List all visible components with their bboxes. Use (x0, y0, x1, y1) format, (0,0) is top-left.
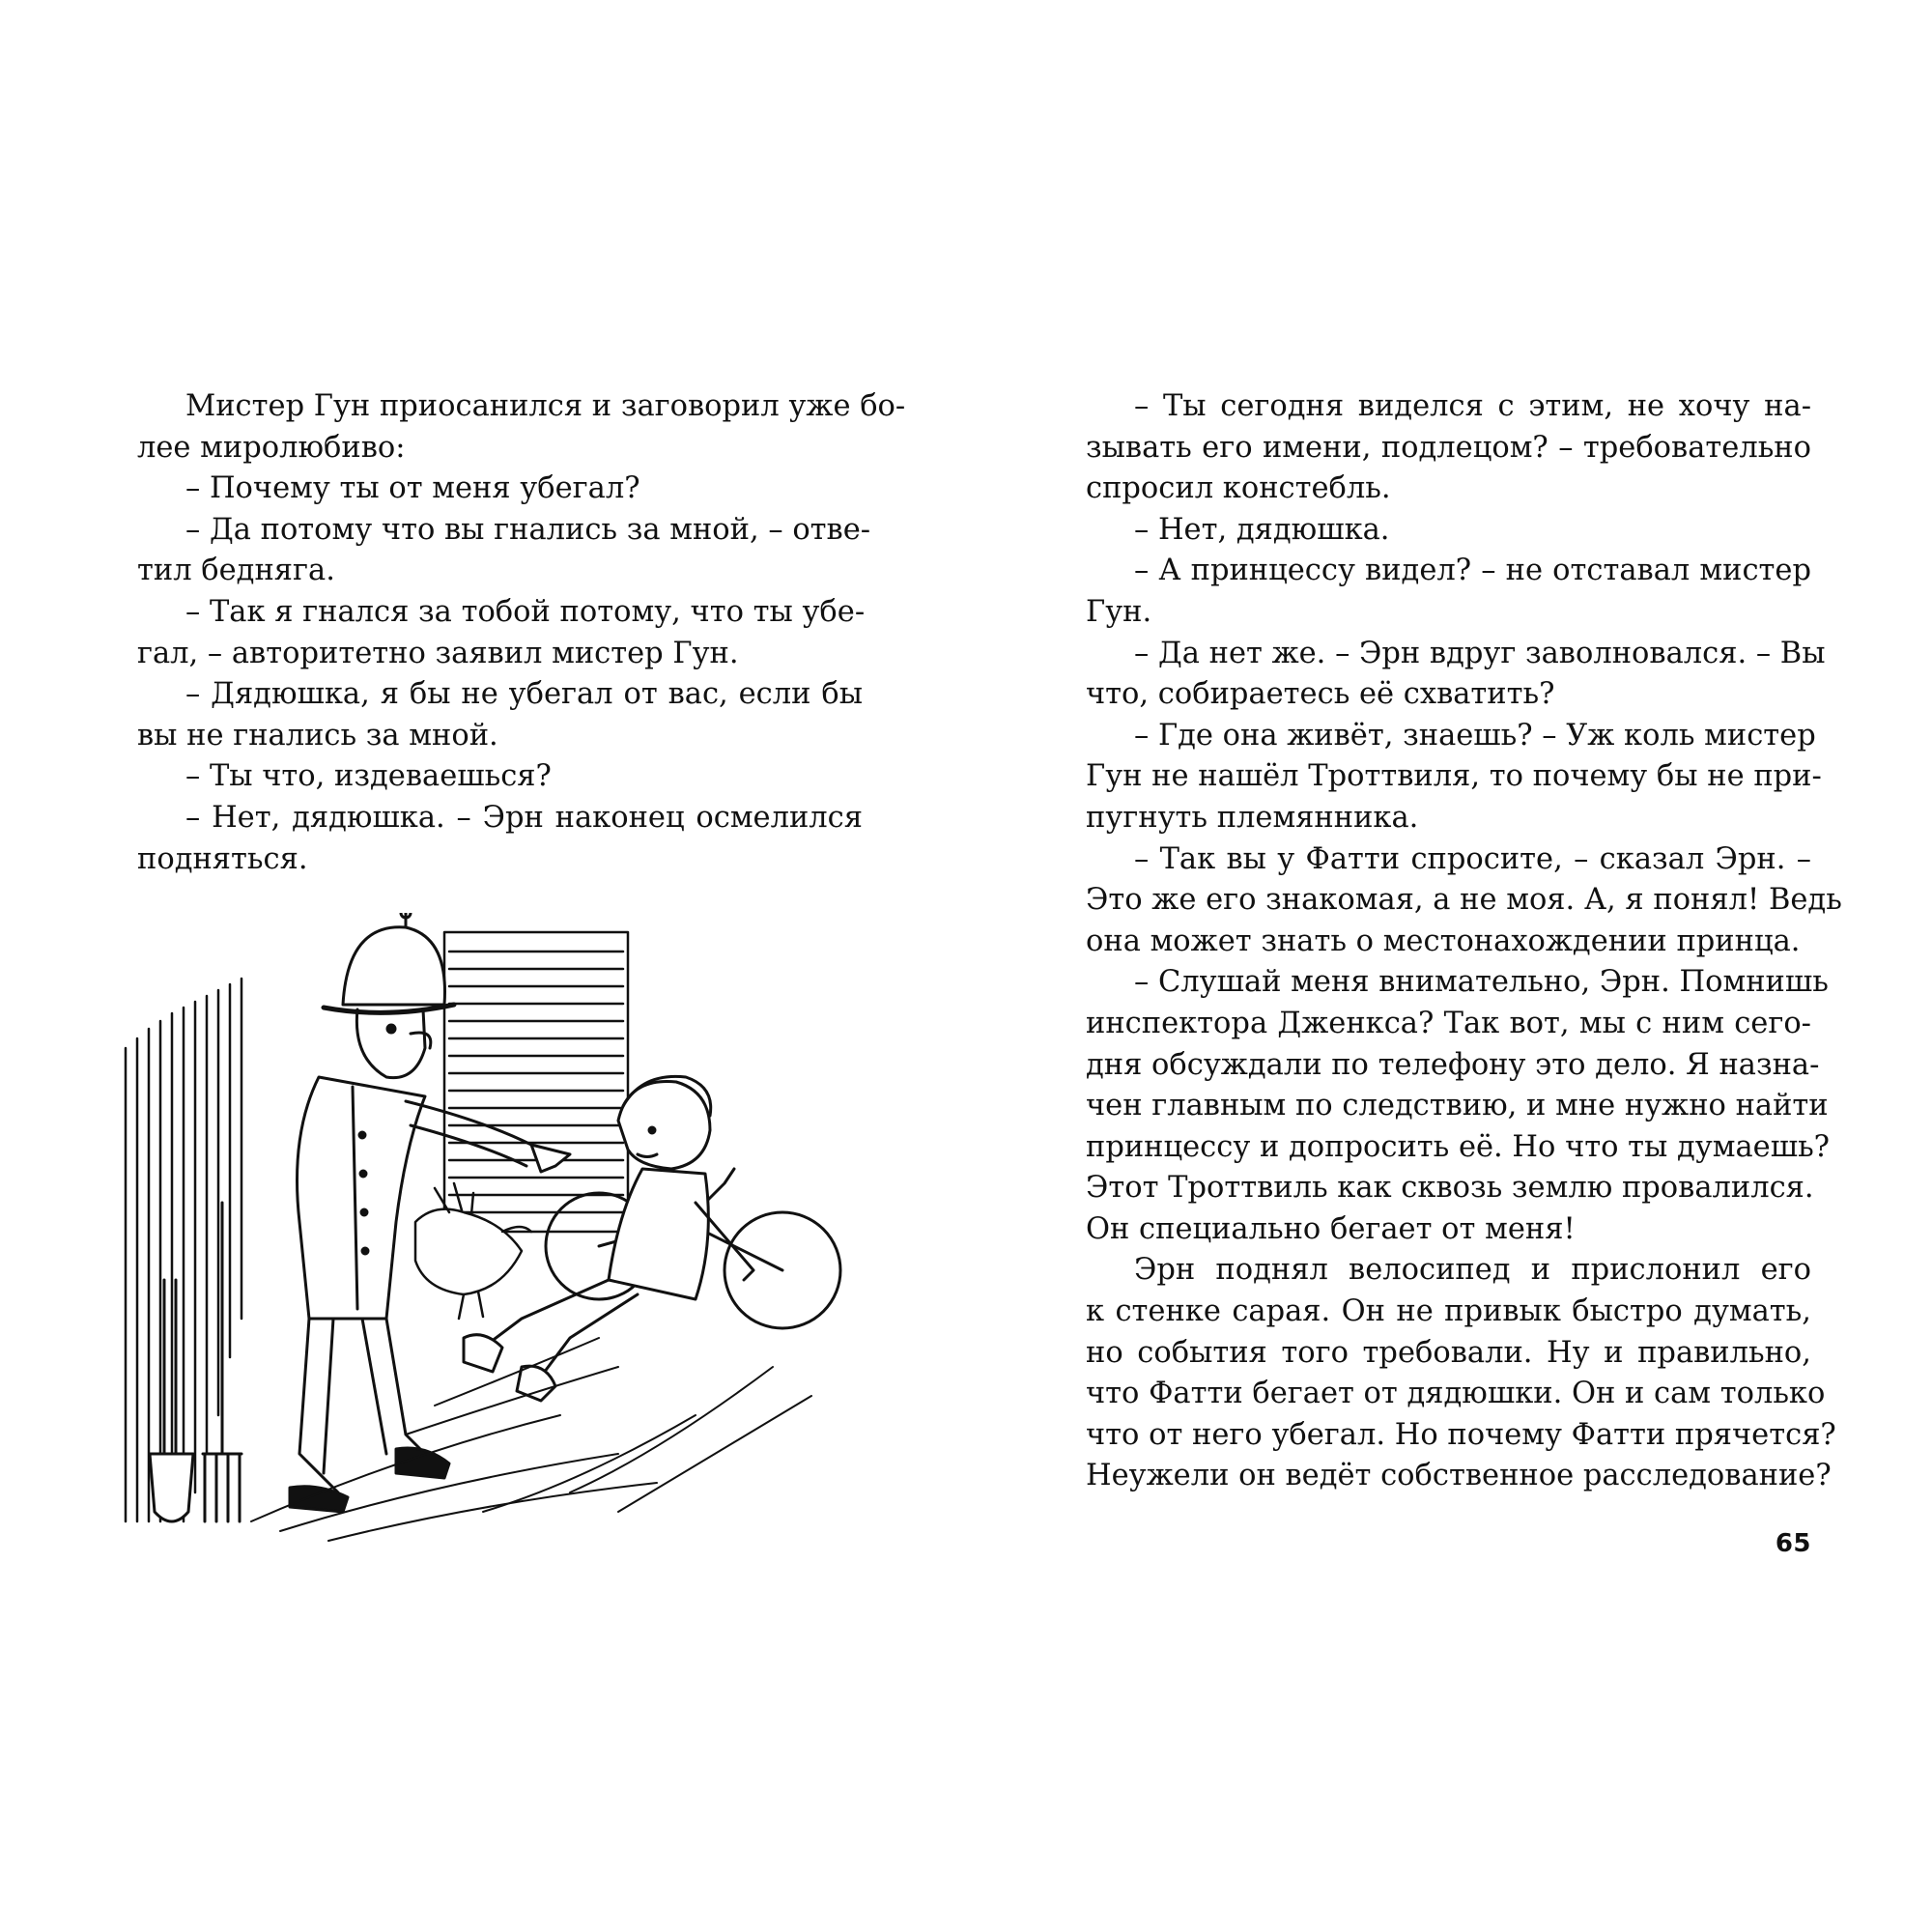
text-line: – Да нет же. – Эрн вдруг заволновался. – Вы (1134, 636, 1826, 670)
text-line: – Нет, дядюшка. – Эрн наконец осмелился (185, 800, 863, 835)
text-line: Эрн поднял велосипед и прислонил его (1134, 1253, 1811, 1288)
illustration (116, 913, 932, 1546)
shed-wall (444, 932, 628, 1232)
text-line: – Слушай меня внимательно, Эрн. Помнишь (1134, 965, 1829, 1000)
text-line: она может знать о местонахождении принца. (1086, 923, 1801, 958)
text-line: – Ты что, издеваешься? (185, 759, 552, 794)
text-line: лее миролюбиво: (137, 430, 406, 465)
wall-hatching (126, 979, 242, 1521)
right-page (966, 0, 1932, 1932)
text-line: Мистер Гун приосанился и заговорил уже бо- (185, 389, 906, 423)
policeman-and-boy-drawing (116, 913, 932, 1546)
text-line: принцессу и допросить её. Но что ты думаешь? (1086, 1129, 1831, 1164)
text-line: – Где она живёт, знаешь? – Уж коль мистер (1134, 718, 1816, 753)
text-line: чен главным по следствию, и мне нужно найти (1086, 1089, 1829, 1123)
text-line: Неужели он ведёт собственное расследование? (1086, 1459, 1832, 1493)
text-line: – Дядюшка, я бы не убегал от вас, если бы (185, 677, 863, 712)
text-line: что, собираетесь её схватить? (1086, 677, 1555, 712)
text-line: инспектора Дженкса? Так вот, мы с ним сего- (1086, 1006, 1811, 1040)
text-line: – Нет, дядюшка. (1134, 512, 1390, 547)
text-line: – А принцессу видел? – не отставал мистер (1134, 554, 1811, 588)
text-line: тил бедняга. (137, 554, 335, 588)
text-line: вы не гнались за мной. (137, 718, 498, 753)
text-line: – Да потому что вы гнались за мной, – отве- (185, 512, 871, 547)
text-line: пугнуть племянника. (1086, 800, 1419, 835)
text-line: дня обсуждали по телефону это дело. Я назна- (1086, 1047, 1820, 1082)
text-line: – Так вы у Фатти спросите, – сказал Эрн. – (1134, 841, 1811, 876)
text-line: Этот Троттвиль как сквозь землю провалился. (1086, 1171, 1814, 1206)
text-line: что Фатти бегает от дядюшки. Он и сам только (1086, 1377, 1826, 1411)
text-line: – Так я гнался за тобой потому, что ты убе- (185, 594, 866, 629)
text-line: гал, – авторитетно заявил мистер Гун. (137, 636, 739, 670)
text-line: Гун не нашёл Троттвиля, то почему бы не при- (1086, 759, 1822, 794)
text-line: Он специально бегает от меня! (1086, 1211, 1576, 1246)
text-line: что от него убегал. Но почему Фатти прячется? (1086, 1417, 1836, 1452)
hen (415, 1183, 531, 1319)
text-line: Гун. (1086, 594, 1152, 629)
text-line: к стенке сарая. Он не привык быстро думать, (1086, 1294, 1811, 1329)
text-line: спросил констебль. (1086, 471, 1391, 506)
page-number: 65 (1775, 1529, 1811, 1558)
text-line: – Ты сегодня виделся с этим, не хочу на- (1134, 389, 1811, 423)
text-line: – Почему ты от меня убегал? (185, 471, 640, 506)
text-line: подняться. (137, 841, 308, 876)
right-text-column (1086, 386, 1842, 1497)
text-line: Это же его знакомая, а не моя. А, я понял! Ведь (1086, 883, 1842, 918)
text-line: но события того требовали. Ну и правильно, (1086, 1335, 1811, 1370)
text-line: зывать его имени, подлецом? – требовательно (1086, 430, 1811, 465)
left-text-column (137, 386, 906, 880)
